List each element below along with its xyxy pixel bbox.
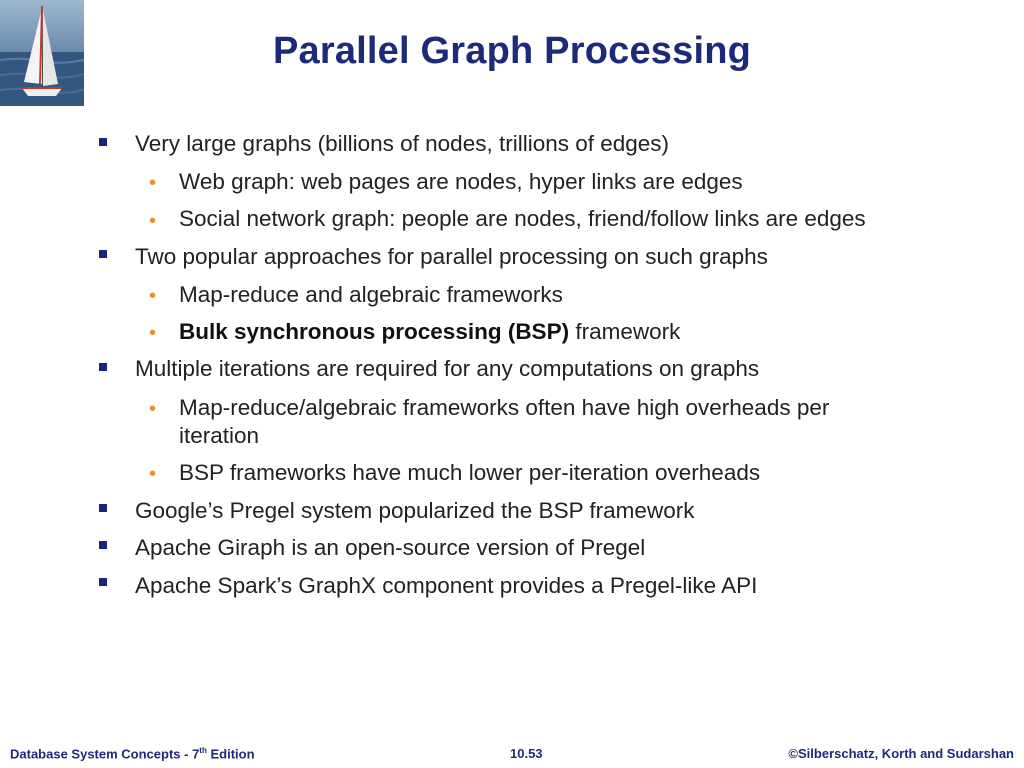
square-bullet-icon xyxy=(99,504,107,512)
bullet-item: Apache Spark’s GraphX component provides a Pregel-like API xyxy=(135,573,758,598)
sub-bullet-item xyxy=(179,317,680,346)
bullet-item: Google’s Pregel system popularized the BSP framework xyxy=(135,498,695,523)
bullet-item: Multiple iterations are required for any computations on graphs xyxy=(135,356,760,381)
bullet-item: Very large graphs (billions of nodes, trillions of edges) xyxy=(135,131,670,156)
sub-bullet-item: Map-reduce/algebraic frameworks often have high overheads per xyxy=(179,395,830,420)
sub-bullet-item: Web graph: web pages are nodes, hyper links are edges xyxy=(179,169,743,194)
footer-copyright: ©Silberschatz, Korth and Sudarshan xyxy=(788,746,1014,761)
round-bullet-icon: • xyxy=(149,210,157,232)
sub-bullet-item: Map-reduce and algebraic frameworks xyxy=(179,282,563,307)
bullet-text: framework xyxy=(569,319,681,344)
square-bullet-icon xyxy=(99,363,107,371)
bold-term: Bulk synchronous processing (BSP) xyxy=(179,319,570,344)
slide-title: Parallel Graph Processing xyxy=(272,30,752,72)
bullet-item: Apache Giraph is an open-source version of Pregel xyxy=(135,535,646,560)
round-bullet-icon: • xyxy=(149,285,157,307)
round-bullet-icon: • xyxy=(149,463,157,485)
bullet-item: Two popular approaches for parallel processing on such graphs xyxy=(135,244,768,269)
round-bullet-icon: • xyxy=(149,322,157,344)
round-bullet-icon: • xyxy=(149,172,157,194)
sub-bullet-item-continued: iteration xyxy=(179,423,260,448)
sub-bullet-item: BSP frameworks have much lower per-iteration overheads xyxy=(179,460,761,485)
square-bullet-icon xyxy=(99,138,107,146)
footer-slide-number: 10.53 xyxy=(510,746,543,761)
sub-bullet-item: Social network graph: people are nodes, friend/follow links are edges xyxy=(179,206,866,231)
round-bullet-icon: • xyxy=(149,398,157,420)
square-bullet-icon xyxy=(99,578,107,586)
square-bullet-icon xyxy=(99,250,107,258)
footer-book-title: Database System Concepts - 7th Edition xyxy=(10,746,255,762)
square-bullet-icon xyxy=(99,541,107,549)
